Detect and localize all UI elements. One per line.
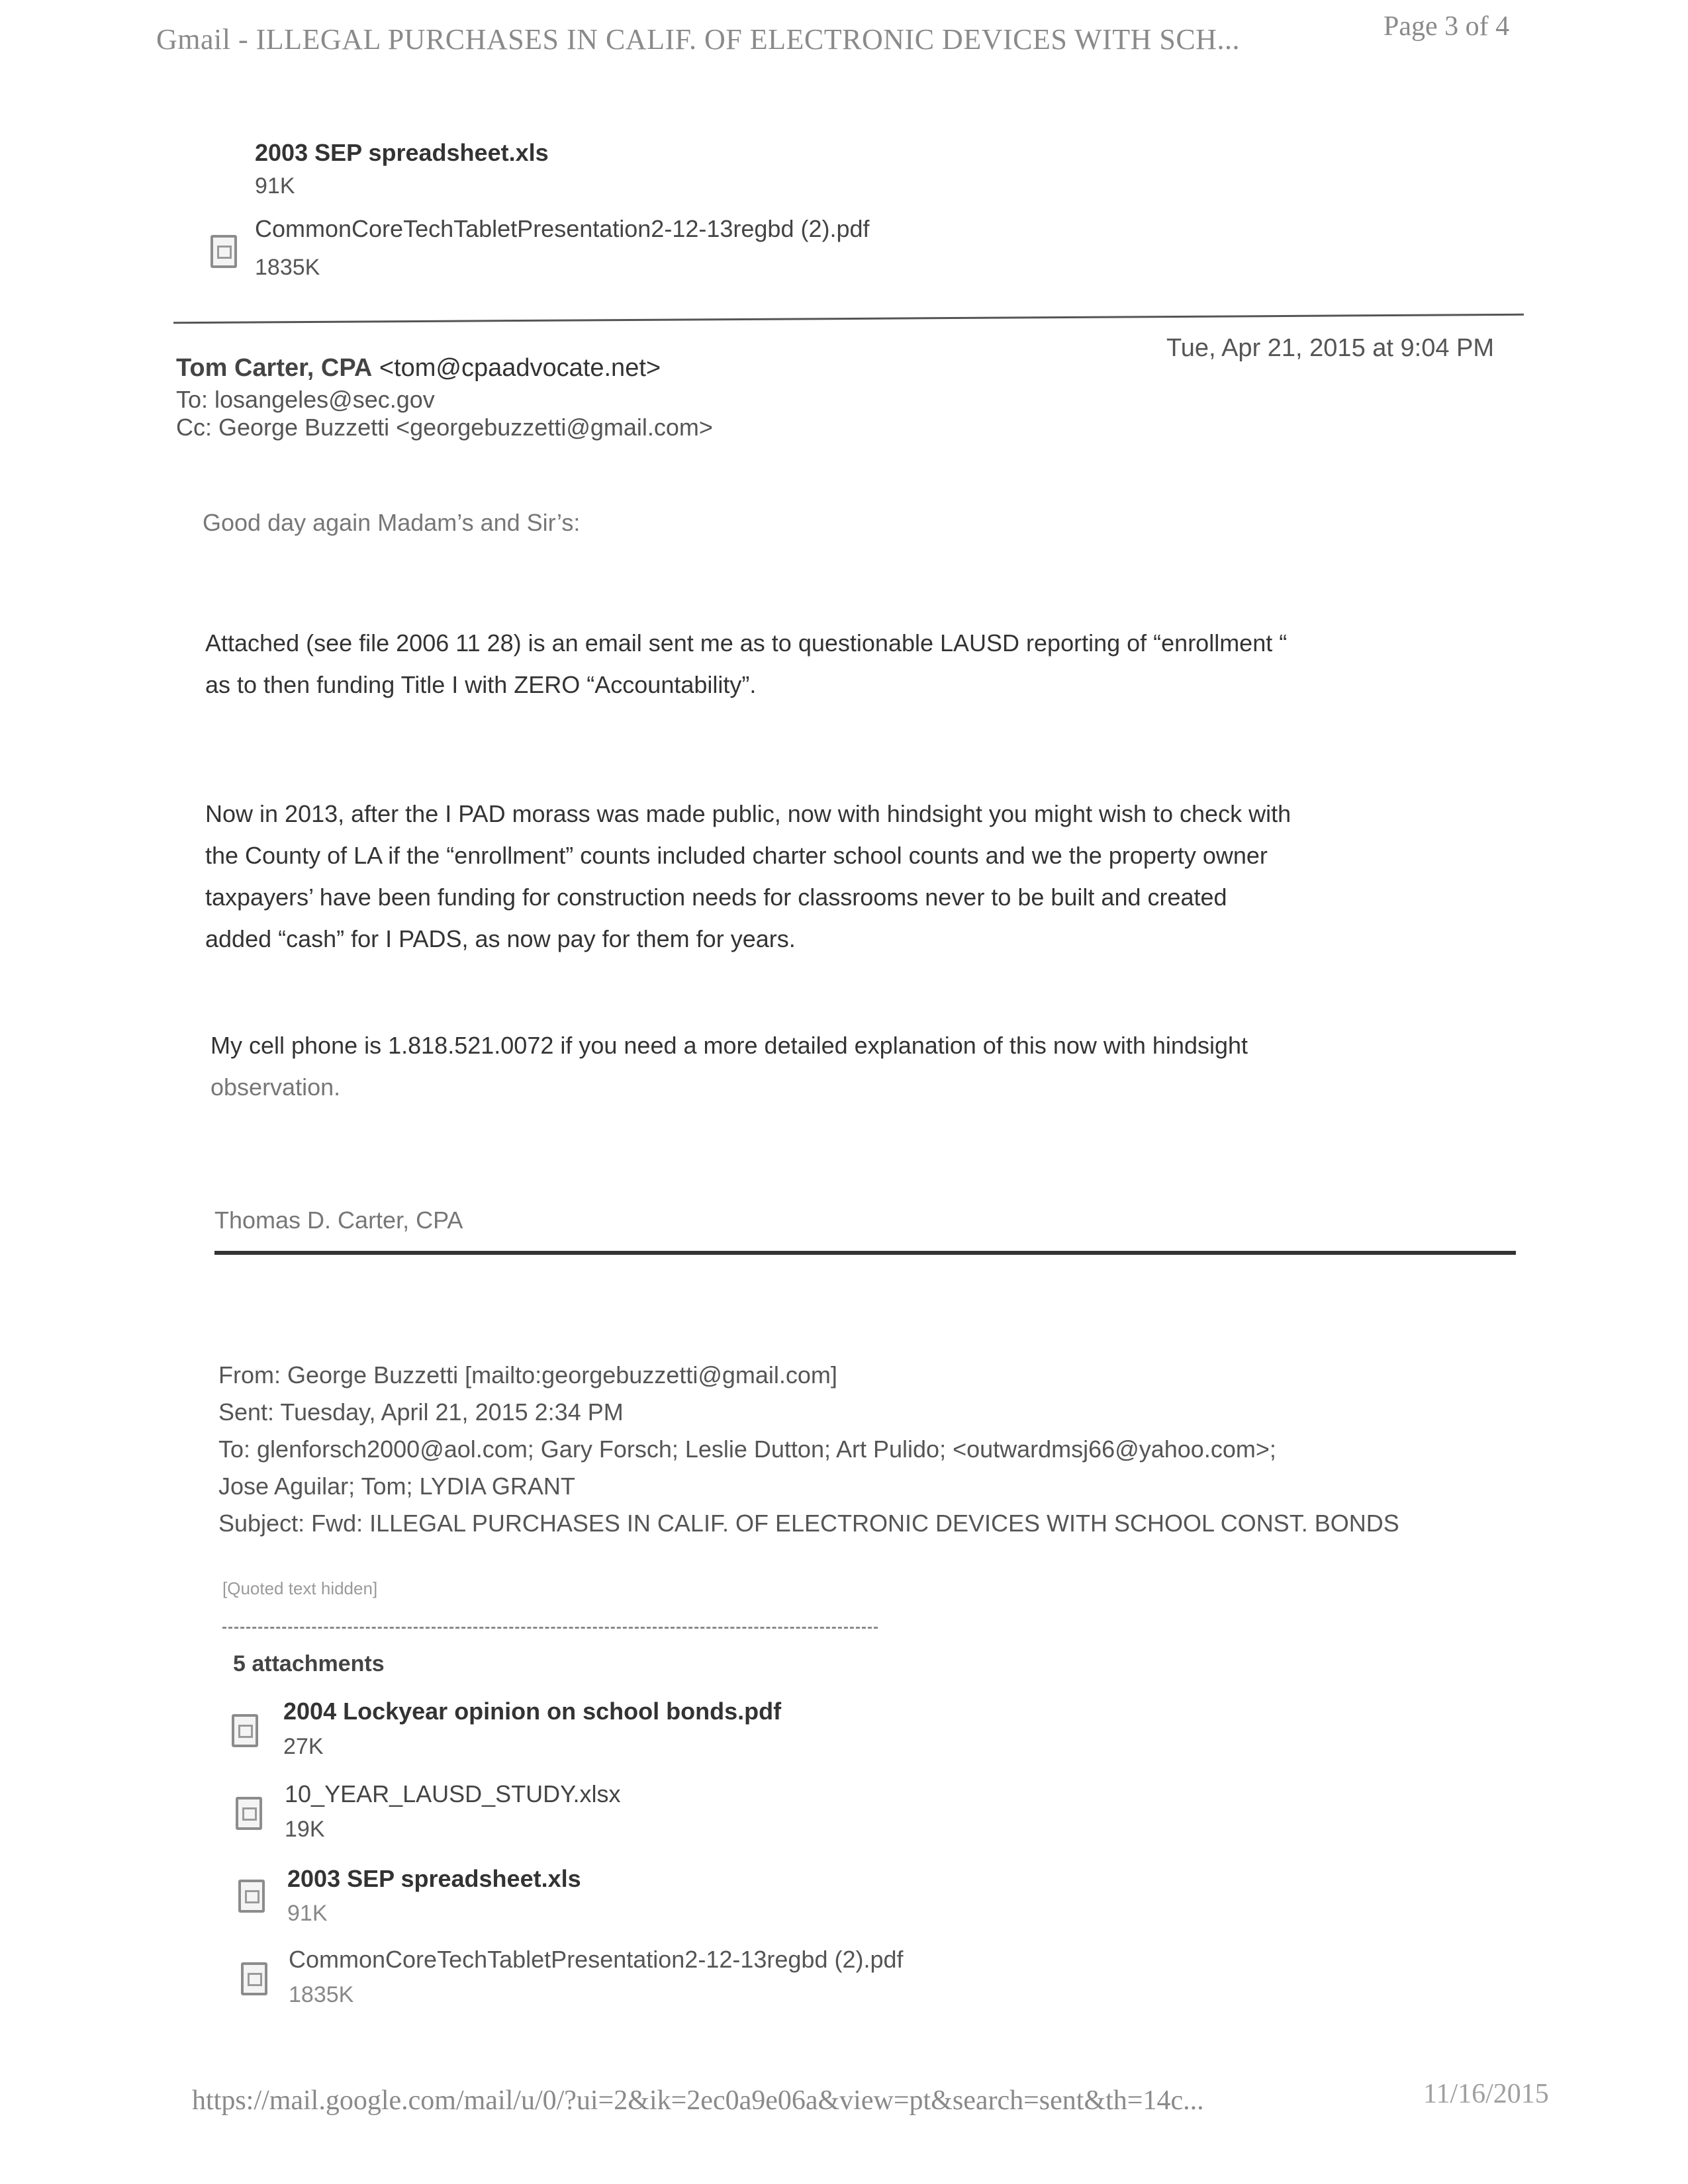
attachment-name[interactable]: 10_YEAR_LAUSD_STUDY.xlsx (285, 1780, 621, 1807)
forwarded-sent: Sent: Tuesday, April 21, 2015 2:34 PM (218, 1398, 624, 1426)
paragraph-1 (205, 622, 1287, 705)
quoted-text-toggle[interactable]: [Quoted text hidden] (222, 1578, 378, 1598)
forwarded-from: From: George Buzzetti [mailto:georgebuzzetti@gmail.com] (218, 1361, 837, 1388)
attachment-name[interactable]: CommonCoreTechTabletPresentation2-12-13regbd (2).pdf (289, 1946, 904, 1973)
forwarded-to: To: glenforsch2000@aol.com; Gary Forsch; Leslie Dutton; Art Pulido; <outwardmsj66@yahoo.com>; (218, 1435, 1276, 1463)
message-date: Tue, Apr 21, 2015 at 9:04 PM (1166, 334, 1495, 362)
paragraph-2 (205, 793, 1291, 960)
attachment-size: 19K (285, 1817, 325, 1842)
print-header-title: Gmail - ILLEGAL PURCHASES IN CALIF. OF ELECTRONIC DEVICES WITH SCH... (156, 23, 1240, 56)
body-line: added “cash” for I PADS, as now pay for them for years. (205, 925, 796, 952)
attachment-size: 1835K (289, 1982, 354, 2007)
to-recipients: To: losangeles@sec.gov (176, 386, 435, 413)
pdf-file-icon (241, 1962, 267, 1995)
body-line: the County of LA if the “enrollment” counts included charter school counts and we the property owner (205, 842, 1268, 869)
body-line: observation. (211, 1073, 341, 1101)
forwarded-header (218, 1357, 1399, 1542)
attachment-size: 91K (287, 1901, 328, 1926)
sender (176, 354, 661, 383)
signature-divider (214, 1251, 1516, 1255)
page-number: Page 3 of 4 (1383, 11, 1510, 42)
attachment-name[interactable]: 2003 SEP spreadsheet.xls (255, 139, 549, 166)
attachment-size: 27K (283, 1734, 324, 1759)
body-line: Attached (see file 2006 11 28) is an email sent me as to questionable LAUSD reporting of “enrollment “ (205, 629, 1288, 657)
pdf-file-icon (232, 1714, 258, 1747)
attachment-name[interactable]: 2004 Lockyear opinion on school bonds.pdf (283, 1698, 782, 1725)
body-line: My cell phone is 1.818.521.0072 if you need a more detailed explanation of this now with hindsight (211, 1032, 1248, 1059)
attachment-size: 91K (255, 173, 295, 199)
sender-name: Tom Carter, CPA (176, 354, 373, 382)
attachments-count: 5 attachments (233, 1651, 385, 1676)
pdf-file-icon (211, 235, 237, 268)
print-footer-date: 11/16/2015 (1423, 2079, 1549, 2109)
attachment-name[interactable]: 2003 SEP spreadsheet.xls (287, 1865, 581, 1892)
forwarded-to-continued: Jose Aguilar; Tom; LYDIA GRANT (218, 1473, 575, 1500)
greeting: Good day again Madam’s and Sir’s: (203, 509, 581, 536)
spreadsheet-file-icon (236, 1797, 262, 1830)
attachment-size: 1835K (255, 255, 320, 280)
message-divider (173, 314, 1524, 324)
attachment-name[interactable]: CommonCoreTechTabletPresentation2-12-13regbd (2).pdf (255, 215, 870, 242)
body-line: Now in 2013, after the I PAD morass was made public, now with hindsight you might wish to check with (205, 800, 1291, 827)
cc-recipients: Cc: George Buzzetti <georgebuzzetti@gmail.com> (176, 414, 713, 441)
signature: Thomas D. Carter, CPA (214, 1206, 463, 1234)
sender-email[interactable]: <tom@cpaadvocate.net> (379, 354, 661, 382)
attachments-divider (222, 1627, 878, 1629)
body-line: taxpayers’ have been funding for construction needs for classrooms never to be built and created (205, 884, 1227, 911)
body-line: as to then funding Title I with ZERO “Accountability”. (205, 671, 757, 698)
print-footer-url: https://mail.google.com/mail/u/0/?ui=2&ik=2ec0a9e06a&view=pt&search=sent&th=14c... (192, 2085, 1204, 2116)
spreadsheet-file-icon (238, 1880, 265, 1913)
forwarded-subject: Subject: Fwd: ILLEGAL PURCHASES IN CALIF. OF ELECTRONIC DEVICES WITH SCHOOL CONST. BONDS (218, 1510, 1399, 1537)
paragraph-3 (211, 1024, 1248, 1108)
